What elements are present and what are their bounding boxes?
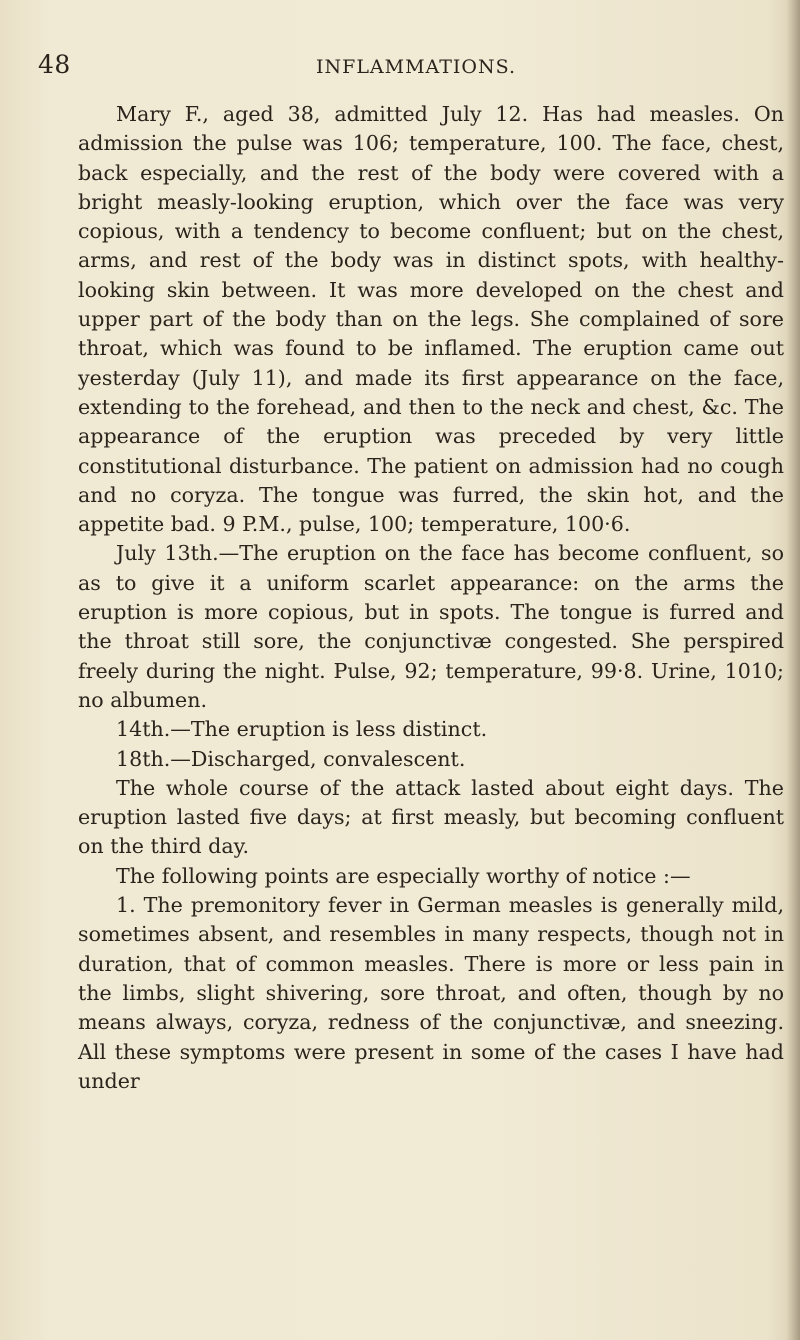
paragraph-july-13: July 13th.—The eruption on the face has become confluent, so as to give it a uniform scarlet appearance: on the arms the eruption is more copious, but in spots. The tongue is furred and the throat still sore, the conjunctivæ congested. She perspired freely during the night. Pulse, 92; temperature, 99·8. Urine, 1010; no albumen. <box>78 541 784 712</box>
page-edge-shadow <box>786 0 800 1340</box>
paragraph-case-history: Mary F., aged 38, admitted July 12. Has had measles. On admission the pulse was 106; temperature, 100. The face, chest, back especially, and the rest of the body were covered with a bright measly-looking eruption, which over the face was very copious, with a tendency to become confluent; but on the chest, arms, and rest of the body was in distinct spots, with healthy-looking skin between. It was more developed on the chest and upper part of the body than on the legs. She complained of sore throat, which was found to be inflamed. The eruption came out yesterday (July 11), and made its first appearance on the face, extending to the forehead, and then to the neck and chest, &c. The appearance of the eruption was preceded by very little constitutional disturbance. The patient on admission had no cough and no coryza. The tongue was furred, the skin hot, and the appetite bad. 9 P.M., pulse, 100; temperature, 100·6. <box>78 102 784 537</box>
paragraph-14th: 14th.—The eruption is less distinct. <box>116 717 488 742</box>
paragraph-18th: 18th.—Discharged, convalescent. <box>116 746 466 771</box>
running-head: INFLAMMATIONS. <box>316 56 517 78</box>
paragraph-point-1: 1. The premonitory fever in German measles is generally mild, sometimes absent, and resembles in many respects, though not in duration, that of common measles. There is more or less pain in the limbs, slight shivering, sore throat, and often, though by no means always, coryza, redness of the conjunctivæ, and sneezing. All these symptoms were present in some of the cases I have had under <box>78 893 784 1093</box>
page-number: 48 <box>38 50 71 79</box>
body-text <box>78 100 784 1096</box>
paragraph-points-intro: The following points are especially worthy of notice :— <box>116 863 691 888</box>
paragraph-course-summary: The whole course of the attack lasted about eight days. The eruption lasted five days; at first measly, but becoming confluent on the third day. <box>78 775 784 859</box>
